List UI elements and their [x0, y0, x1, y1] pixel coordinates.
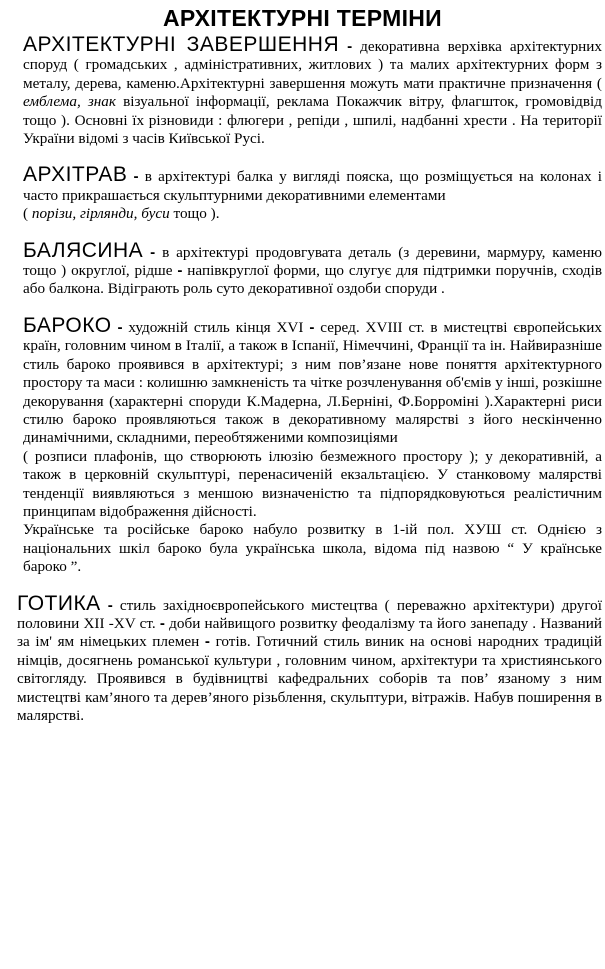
term-dash: - [133, 168, 139, 186]
entry-architectural-finials [3, 33, 603, 148]
entry-text: тощо ). [173, 205, 220, 223]
entry-term: АРХІТЕКТУРНІ ЗАВЕРШЕННЯ [23, 33, 340, 56]
entry-text: Українське та російське бароко набуло розвитку в 1-ій пол. ХУШ ст. Однією з національних шкіл бароко була українська школа, відома під назвою “ У країнське бароко ”. [23, 521, 602, 576]
entry-baroque [3, 313, 603, 577]
entry-text: напівкруглої форми, що слугує для підтримки поручнів, сходів або балкона. Відіграють роль суто декоративної оздоби споруди . [23, 262, 603, 298]
entry-term: БАЛЯСИНА [23, 238, 144, 262]
entry-text: візуальної інформації, реклама Покажчик вітру, флагшток, громовідвід тощо ). Основні їх різновиди : флюгери , репіди , шпилі, надбанні хрести . На території України відомі з часів Київської Русі. [23, 93, 603, 148]
entry-italic-text: емблема, знак [23, 93, 116, 111]
entry-gothic [3, 591, 603, 726]
entry-text: ( розписи плафонів, що створюють ілюзію безмежного простору ); у декоративній, а також в церковній скульптурі, перенасиченій екзальтацією. У станковому малярстві тенденції виявляються з меншою визначеністю та підпорядковуються реалістичним принципам відображення дійсності. [23, 447, 602, 520]
page-title: АРХІТЕКТУРНІ ТЕРМІНИ [162, 5, 442, 31]
entry-text: художній стиль кінця XVI [128, 318, 304, 336]
entry-baluster [3, 238, 603, 299]
entry-text: доби найвищого розвитку феодалізму та його занепаду . Названий за ім' ям німецьких племен [17, 614, 603, 651]
entry-text: серед. XVIII ст. в мистецтві європейських країн, головним чином в Італії, а також в Іспанії, Німеччині, Франції та ін. Найвиразніше стиль бароко проявився в архітектурі; з ним пов’язане нове поняття архітектурного простору та маси : колишню замкненість та чітке розчленування об'ємів у інші, розкішне декорування (характерні споруди К.Мадерна, Л.Берніні, Ф.Борроміні ).Характерні риси стилю бароко проявляються також в декоративному малярстві з його нескінченно динамічними, складними, переобтяженими композиціями [23, 318, 603, 447]
entry-line [23, 205, 602, 223]
term-dash: - [150, 243, 156, 261]
entry-term: АРХІТРАВ [23, 163, 128, 187]
inline-dash: - [177, 262, 183, 280]
entry-text: в архітектурі балка у вигляді пояска, що розміщується на колонах і часто прикрашається скульптурними декоративними елементами [23, 168, 603, 204]
open-paren: ( [23, 205, 29, 223]
term-dash: - [117, 318, 123, 336]
entry-text: в архітектурі продовгувата деталь (з деревини, мармуру, каменю тощо ) округлої, рідше [23, 243, 602, 280]
inline-dash: - [159, 614, 165, 632]
entry-text: стиль західноєвропейського мистецтва ( переважно архітектури) другої половини XII -XV ст. [17, 596, 602, 632]
inline-dash: - [309, 318, 315, 336]
entry-text: готів. Готичний стиль виник на основі народних традицій німців, досягнень романської культури , головним чином, архітектури та християнського світогляду. Проявився в будівництві кафедральних соборів та пов’ язаному з ним мистецтві кам’яного та дерев’яного різьблення, скульптури, вітражів. Набув поширення в малярстві. [17, 633, 603, 724]
entry-italic-text: порізи, гірлянди, буси [31, 205, 170, 223]
term-dash: - [107, 596, 113, 614]
entry-term: БАРОКО [23, 313, 112, 337]
term-dash: - [347, 38, 353, 55]
entry-term: ГОТИКА [17, 591, 101, 615]
entry-text: декоративна верхівка архітектурних споруд ( громадських , адміністративних, житлових ) та малих архітектурних форм з металу, дерева, каменю.Архітектурні завершення можуть мати практичне призначення ( [23, 38, 603, 92]
inline-dash: - [204, 633, 210, 651]
entry-architrave [3, 163, 603, 223]
